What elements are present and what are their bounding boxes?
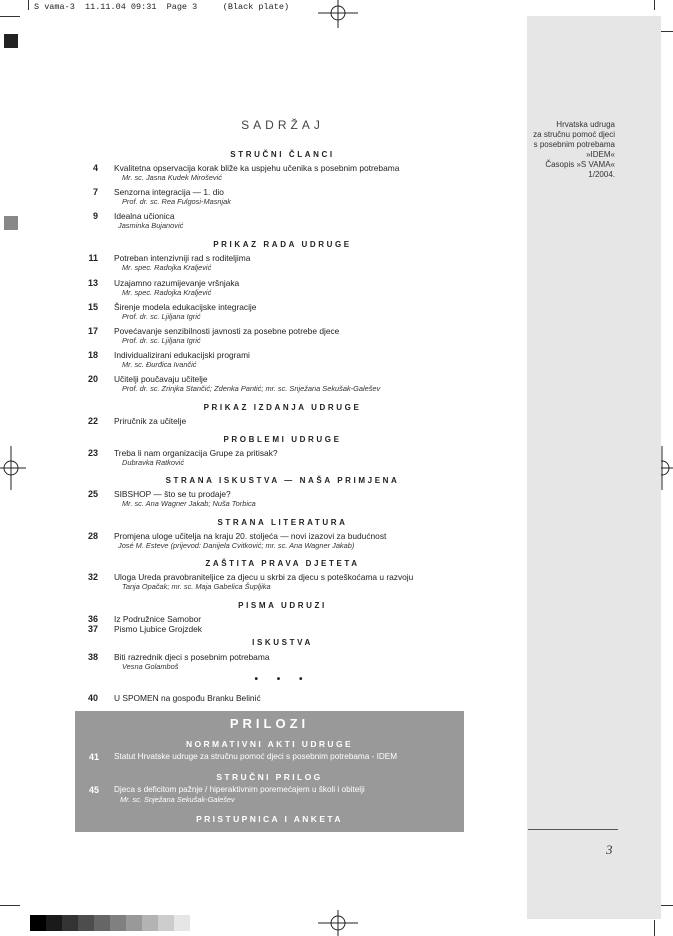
toc-entry-author: Prof. dr. sc. Ljiljana Igrić [122, 312, 201, 321]
toc-entry-title: Uzajamno razumijevanje vršnjaka [114, 278, 240, 288]
toc-page-number: 25 [87, 489, 98, 499]
registration-target-left [0, 446, 26, 490]
section-heading: PRIKAZ RADA UDRUGE [213, 240, 352, 249]
journal-line: 1/2004. [588, 170, 615, 179]
color-swatch [142, 915, 158, 931]
toc-entry-title: Statut Hrvatske udruge za stručnu pomoć djeci s posebnim potrebama - IDEM [114, 752, 398, 761]
toc-entry-author: Tanja Opačak; mr. sc. Maja Gabelica Šupljika [122, 582, 271, 591]
toc-entry-title: Treba li nam organizacija Grupe za pritisak? [114, 448, 278, 458]
color-swatch [30, 915, 46, 931]
page-title: SADRŽAJ [241, 118, 324, 132]
print-slug: S vama-3 11.11.04 09:31 Page 3 (Black plate) [34, 2, 290, 12]
registration-target-top [318, 0, 358, 28]
toc-page-number: 32 [87, 572, 98, 582]
toc-page-number: 11 [88, 253, 98, 263]
section-heading: ZAŠTITA PRAVA DJETETA [205, 559, 360, 568]
crop-mark [0, 16, 20, 17]
toc-entry-author: Jasminka Bujanović [118, 221, 184, 230]
toc-entry-author: Mr. spec. Radojka Kraljević [122, 263, 212, 272]
journal-line: Hrvatska udruga [556, 120, 615, 129]
color-swatch [94, 915, 110, 931]
toc-entry-title: Kvalitetna opservacija korak bliže ka uspjehu učenika s posebnim potrebama [114, 163, 400, 173]
toc-page-number: 18 [87, 350, 98, 360]
toc-entry-title: U SPOMEN na gospođu Branku Belinić [114, 693, 261, 703]
toc-page-number: 37 [87, 624, 98, 634]
journal-line: »IDEM« [586, 150, 615, 159]
registration-square [4, 34, 18, 48]
toc-entry-title: Idealna učionica [114, 211, 175, 221]
toc-entry-title: Pismo Ljubice Grojzdek [114, 624, 202, 634]
section-heading: NORMATIVNI AKTI UDRUGE [185, 739, 354, 749]
page-divider [528, 829, 618, 830]
crop-mark [0, 905, 20, 906]
color-swatch [158, 915, 174, 931]
toc-page-number: 22 [87, 416, 98, 426]
color-swatch [174, 915, 190, 931]
toc-entry-title: Djeca s deficitom pažnje / hiperaktivnim poremećajem u školi i obitelji [114, 785, 365, 794]
toc-page-number: 23 [87, 448, 98, 458]
toc-page-number: 41 [88, 752, 99, 762]
toc-entry-author: Prof. dr. sc. Rea Fulgosi-Masnjak [122, 197, 231, 206]
toc-entry-author: Vesna Golamboš [122, 662, 179, 671]
section-heading: STRUČNI ČLANCI [230, 150, 335, 159]
journal-info [495, 120, 615, 180]
crop-mark [28, 0, 29, 10]
toc-entry-title: Potreban intenzivniji rad s roditeljima [114, 253, 251, 263]
journal-line: za stručnu pomoć djeci [533, 130, 615, 139]
color-swatch [78, 915, 94, 931]
section-heading: PRISTUPNICA I ANKETA [196, 814, 343, 824]
toc-entry-title: Širenje modela edukacijske integracije [114, 302, 257, 312]
toc-entry-title: SIBSHOP — što se tu prodaje? [114, 489, 231, 499]
toc-entry-author: Mr. sc. Snježana Sekušak-Galešev [120, 795, 235, 804]
color-swatch [46, 915, 62, 931]
toc-entry-author: Mr. sc. Đurđica Ivančić [122, 360, 197, 369]
section-heading: PROBLEMI UDRUGE [223, 435, 342, 444]
toc-entry-author: Prof. dr. sc. Zrinjka Stančić; Zdenka Pantić; mr. sc. Snježana Sekušak-Galešev [122, 384, 381, 393]
toc-entry-title: Iz Podružnice Samobor [114, 614, 202, 624]
toc-page-number: 38 [87, 652, 98, 662]
page-number: 3 [606, 842, 613, 857]
journal-line: Časopis »S VAMA« [545, 160, 615, 169]
toc-entry-author: Prof. dr. sc. Ljiljana Igrić [122, 336, 201, 345]
toc-page-number: 4 [92, 163, 98, 173]
toc-page-number: 28 [87, 531, 98, 541]
toc-entry-title: Učitelji poučavaju učitelje [114, 374, 208, 384]
toc-entry-author: José M. Esteve (prijevod: Danijela Cvitković; mr. sc. Ana Wagner Jakab) [118, 541, 355, 550]
color-swatch [110, 915, 126, 931]
toc-page-number: 9 [92, 211, 98, 221]
toc-page-number: 13 [87, 278, 98, 288]
toc-page-number: 20 [87, 374, 98, 384]
toc-page-number: 40 [87, 693, 98, 703]
toc-entry-title: Povećavanje senzibilnosti javnosti za posebne potrebe djece [114, 326, 340, 336]
toc-entry-title: Priručnik za učitelje [114, 416, 187, 426]
toc-entry-title: Individualizirani edukacijski programi [114, 350, 250, 360]
section-heading: PRIKAZ IZDANJA UDRUGE [203, 403, 362, 412]
toc-entry-title: Senzorna integracija — 1. dio [114, 187, 224, 197]
color-swatch [62, 915, 78, 931]
separator-dots: • • • [254, 674, 311, 685]
registration-target-bottom [318, 910, 358, 936]
section-heading: STRUČNI PRILOG [216, 772, 323, 782]
toc-page-number: 45 [88, 785, 99, 795]
section-heading: PISMA UDRUZI [238, 601, 327, 610]
prilozi-title: PRILOZI [229, 716, 310, 731]
prilozi-box [75, 711, 464, 832]
color-swatch [126, 915, 142, 931]
toc-entry-author: Mr. sc. Ana Wagner Jakab; Nuša Torbica [122, 499, 256, 508]
crop-mark [654, 0, 655, 10]
toc-page-number: 17 [87, 326, 98, 336]
section-heading: STRANA LITERATURA [217, 518, 348, 527]
toc-page-number: 15 [87, 302, 98, 312]
toc-page-number: 36 [87, 614, 98, 624]
crop-mark [654, 920, 655, 936]
section-heading: STRANA ISKUSTVA — NAŠA PRIMJENA [165, 476, 400, 485]
gray-square-mark [4, 216, 18, 230]
toc-entry-author: Mr. spec. Radojka Kraljević [122, 288, 212, 297]
toc-entry-title: Promjena uloge učitelja na kraju 20. stoljeća — novi izazovi za budućnost [114, 531, 387, 541]
section-heading: ISKUSTVA [252, 638, 313, 647]
toc-entry-title: Biti razrednik djeci s posebnim potrebama [114, 652, 270, 662]
toc-entry-author: Dubravka Ratković [122, 458, 185, 467]
toc-entry-author: Mr. sc. Jasna Kudek Mirošević [122, 173, 222, 182]
toc-entry-title: Uloga Ureda pravobraniteljice za djecu u skrbi za djecu s poteškoćama u razvoju [114, 572, 414, 582]
toc-page-number: 7 [92, 187, 98, 197]
color-bar [30, 915, 190, 931]
journal-line: s posebnim potrebama [533, 140, 615, 149]
